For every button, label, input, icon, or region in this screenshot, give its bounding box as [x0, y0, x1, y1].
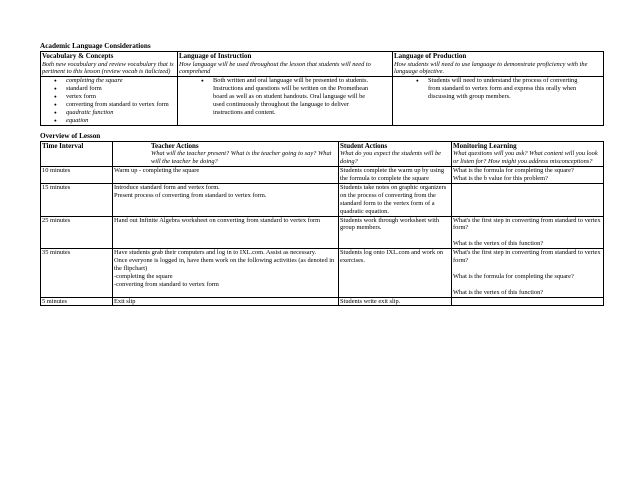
table-row [41, 216, 604, 249]
vocab-item: ● equation [64, 117, 176, 125]
time-cell: 5 minutes [41, 297, 113, 306]
monitor-question: What's the first step in converting from standard to vertex form? [453, 216, 601, 232]
instruction-item: ● Both written and oral language will be presented to students. Instructions and questions will be written on the Promethean board as well as on student handouts. Oral language will be used continuously throughout the language to deliver instructions and content. [211, 77, 369, 117]
lesson-plan-document [40, 42, 603, 306]
student-cell: Students log onto IXL.com and work on exercises. [339, 249, 452, 297]
production-item: ● Students will need to understand the process of converting from standard to vertex form and express this orally when discussing with group members. [426, 77, 588, 101]
vocab-list-cell [41, 77, 178, 125]
monitor-cell [452, 167, 604, 184]
monitor-cell [452, 297, 604, 306]
time-cell: 10 minutes [41, 167, 113, 184]
production-header-cell [393, 52, 604, 77]
production-list [394, 77, 602, 101]
time-heading: Time Interval [42, 141, 84, 150]
teacher-line: Present process of converting from standard to vertex form. [114, 191, 267, 199]
teacher-cell: Exit slip [113, 297, 339, 306]
teacher-cell [113, 183, 339, 216]
monitor-heading: Monitoring Learning [453, 141, 517, 150]
monitor-description: What questions will you ask? What content will you look or listen for? How might you address misconceptions? [453, 150, 598, 166]
academic-content-row [41, 77, 604, 125]
monitor-question: What's the first step in converting from standard to vertex form? [453, 249, 601, 265]
teacher-cell [113, 249, 339, 297]
time-header-cell [41, 141, 113, 166]
academic-header-row [41, 52, 604, 77]
instruction-heading: Language of Instruction [179, 52, 252, 60]
monitor-cell [452, 183, 604, 216]
table-row [41, 249, 604, 297]
vocab-item: ● quadratic function [64, 109, 176, 117]
student-cell: Students work through worksheet with group members. [339, 216, 452, 249]
monitor-spacer [453, 232, 602, 240]
student-description: What do you expect the students will be doing? [340, 150, 441, 166]
teacher-header-cell [113, 141, 339, 166]
vocab-item: ● completing the square [64, 77, 176, 85]
monitor-question: What is the vertex of this function? [453, 240, 544, 248]
student-heading: Student Actions [340, 141, 388, 150]
time-cell: 35 minutes [41, 249, 113, 297]
time-cell: 25 minutes [41, 216, 113, 249]
student-cell: Students complete the warm up by using the formula to complete the square [339, 167, 452, 184]
monitor-spacer [453, 281, 602, 289]
production-heading: Language of Production [394, 52, 467, 60]
overview-title: Overview of Lesson [40, 131, 101, 140]
overview-table [40, 141, 604, 307]
teacher-line: Once everyone is logged in, have them work on the following activities (as denoted in the flipchart) [114, 257, 335, 272]
monitor-question: What is the b value for this problem? [453, 174, 548, 182]
instruction-content-cell [178, 77, 393, 125]
teacher-line: -converting from standard to vertex form [114, 280, 219, 288]
monitor-question: What is the formula for completing the square? [453, 272, 574, 280]
instruction-list [179, 77, 391, 117]
monitor-header-cell [452, 141, 604, 166]
student-header-cell [339, 141, 452, 166]
vocab-description: Both new vocabulary and review vocabulary that is pertinent to this lesson (review vocab is italicized) [42, 60, 174, 76]
teacher-cell: Hand out Infinite Algebra worksheet on converting from standard to vertex form [113, 216, 339, 249]
monitor-cell [452, 249, 604, 297]
teacher-description: What will the teacher present? What is the teacher going to say? What will the teacher be doing? [151, 150, 332, 166]
vocab-item: ● converting from standard to vertex form [64, 101, 176, 109]
teacher-cell: Warm up - completing the square [113, 167, 339, 184]
production-description: How students will need to use language to demonstrate proficiency with the language objective. [394, 60, 588, 76]
monitor-spacer [453, 265, 602, 273]
vocab-item: ● vertex form [64, 93, 176, 101]
academic-language-table [40, 51, 604, 126]
vocab-header-cell [41, 52, 178, 77]
teacher-line: Have students grab their computers and log in to IXL.com. Assist as necessary. [114, 249, 317, 257]
academic-language-title: Academic Language Considerations [40, 42, 151, 50]
teacher-line: -completing the square [114, 272, 173, 280]
instruction-description: How language will be used throughout the lesson that students will need to comprehend [179, 60, 371, 76]
student-cell: Students write exit slip. [339, 297, 452, 306]
monitor-question: What is the formula for completing the square? [453, 167, 574, 175]
production-content-cell [393, 77, 604, 125]
monitor-cell [452, 216, 604, 249]
vocab-heading: Vocabulary & Concepts [42, 52, 114, 60]
overview-header-row [41, 141, 604, 166]
table-row [41, 167, 604, 184]
table-row [41, 183, 604, 216]
teacher-line: Introduce standard form and vertex form. [114, 183, 220, 191]
monitor-question: What is the vertex of this function? [453, 288, 544, 296]
instruction-header-cell [178, 52, 393, 77]
time-cell: 15 minutes [41, 183, 113, 216]
vocab-item: ● standard form [64, 85, 176, 93]
teacher-heading: Teacher Actions [151, 141, 199, 150]
student-cell: Students take notes on graphic organizers on the process of converting from the standard form to the vertex form of a quadratic equation. [339, 183, 452, 216]
vocab-list [42, 77, 176, 124]
table-row [41, 297, 604, 306]
